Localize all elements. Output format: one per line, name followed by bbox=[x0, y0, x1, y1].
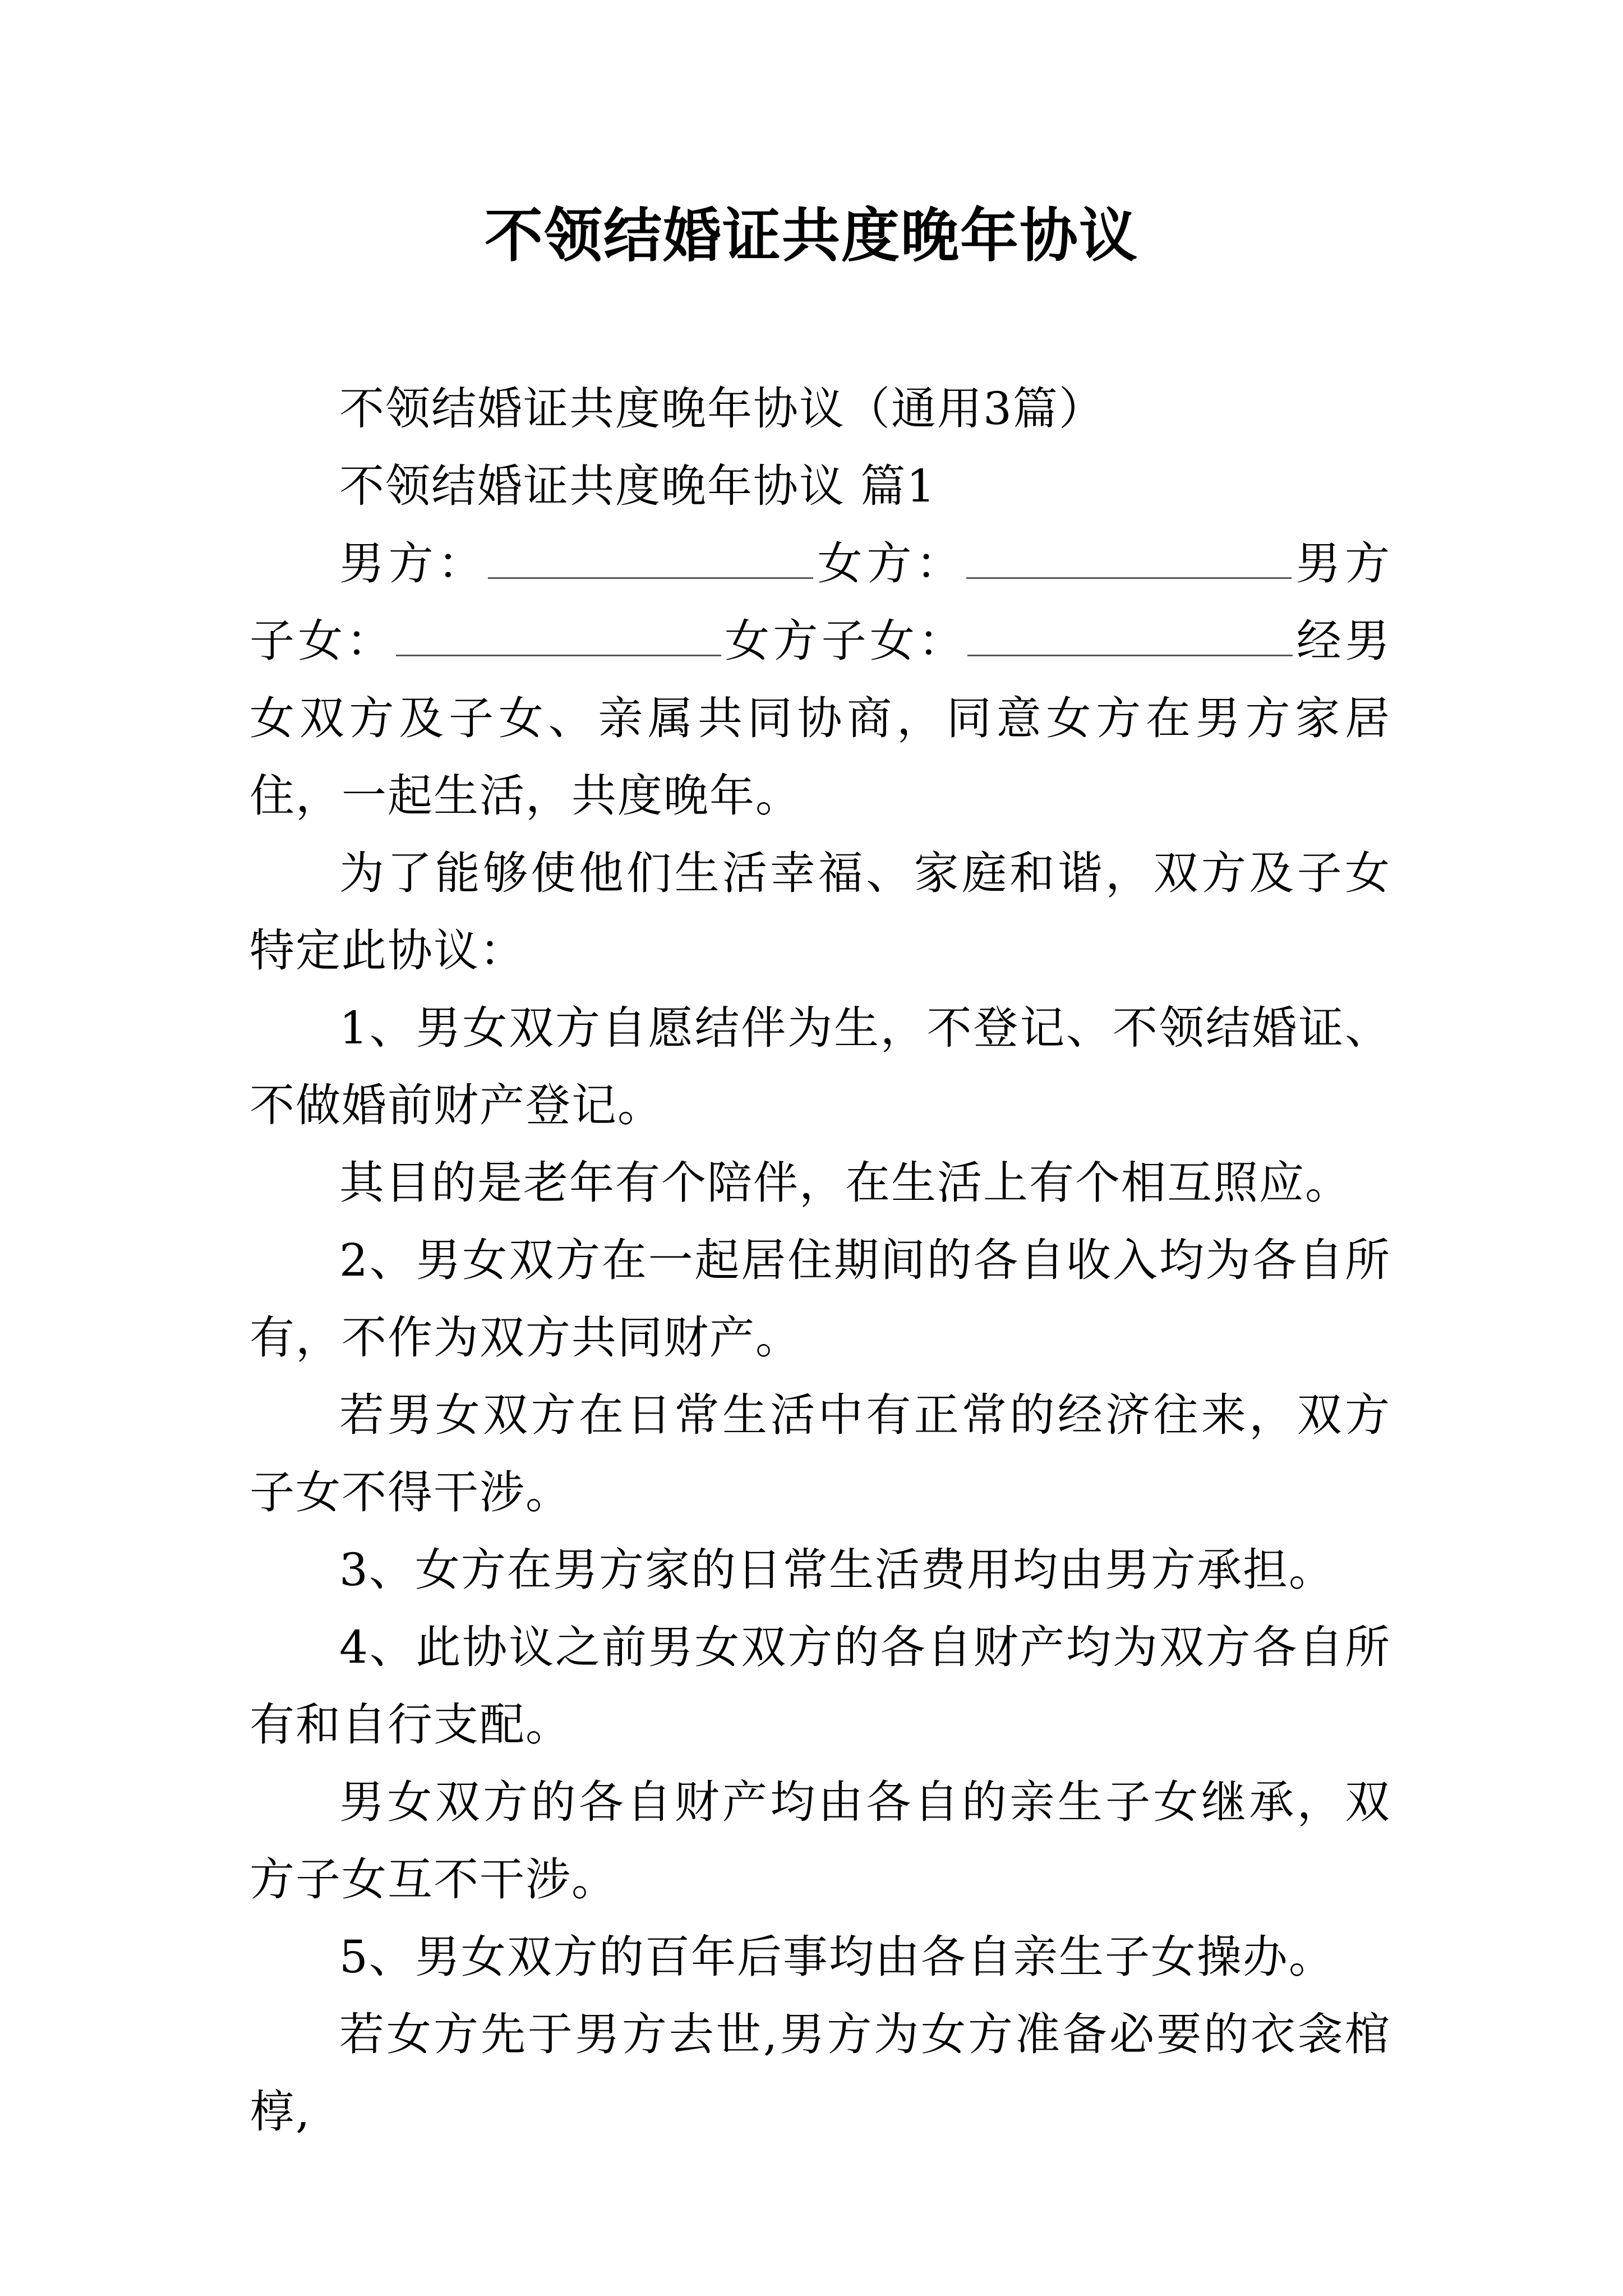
female-children-label: 女方子女： bbox=[722, 615, 967, 667]
body-paragraph: 1、男女双方自愿结伴为生，不登记、不领结婚证、不做婚前财产登记。 bbox=[250, 1002, 1391, 1131]
parties-paragraph bbox=[250, 525, 1391, 835]
body-paragraph: 5、男女双方的百年后事均由各自亲生子女操办。 bbox=[339, 1931, 1335, 1983]
male-children-label: 男方子女： bbox=[250, 537, 1391, 667]
body-paragraph: 为了能够使他们生活幸福、家庭和谐，双方及子女特定此协议： bbox=[250, 847, 1391, 977]
body-paragraph: 其目的是老年有个陪伴，在生活上有个相互照应。 bbox=[339, 1157, 1351, 1209]
body-paragraph: 4、此协议之前男女双方的各自财产均为双方各自所有和自行支配。 bbox=[250, 1621, 1391, 1751]
male-name-blank bbox=[488, 538, 813, 579]
document-subtitle: 不领结婚证共度晚年协议（通用3篇） bbox=[339, 383, 1105, 435]
male-label: 男方： bbox=[339, 537, 487, 590]
body-paragraph: 男女双方的各自财产均由各自的亲生子女继承，双方子女互不干涉。 bbox=[250, 1776, 1391, 1906]
female-label: 女方： bbox=[814, 537, 965, 590]
female-name-blank bbox=[966, 538, 1292, 579]
parties-intro-text: 经男女双方及子女、亲属共同协商，同意女方在男方家居住，一起生活，共度晚年。 bbox=[250, 615, 1391, 822]
document-body bbox=[250, 370, 1391, 2151]
male-children-blank bbox=[396, 615, 721, 656]
body-paragraph: 若女方先于男方去世,男方为女方准备必要的衣衾棺椁, bbox=[250, 2008, 1391, 2138]
document-title: 不领结婚证共度晚年协议 bbox=[484, 201, 1138, 270]
female-children-blank bbox=[967, 615, 1293, 656]
section-heading: 不领结婚证共度晚年协议 篇1 bbox=[339, 460, 937, 512]
body-paragraph: 3、女方在男方家的日常生活费用均由男方承担。 bbox=[339, 1544, 1335, 1596]
body-paragraph: 2、男女双方在一起居住期间的各自收入均为各自所有，不作为双方共同财产。 bbox=[250, 1234, 1391, 1364]
body-paragraph: 若男女双方在日常生活中有正常的经济往来，双方子女不得干涉。 bbox=[250, 1389, 1391, 1519]
